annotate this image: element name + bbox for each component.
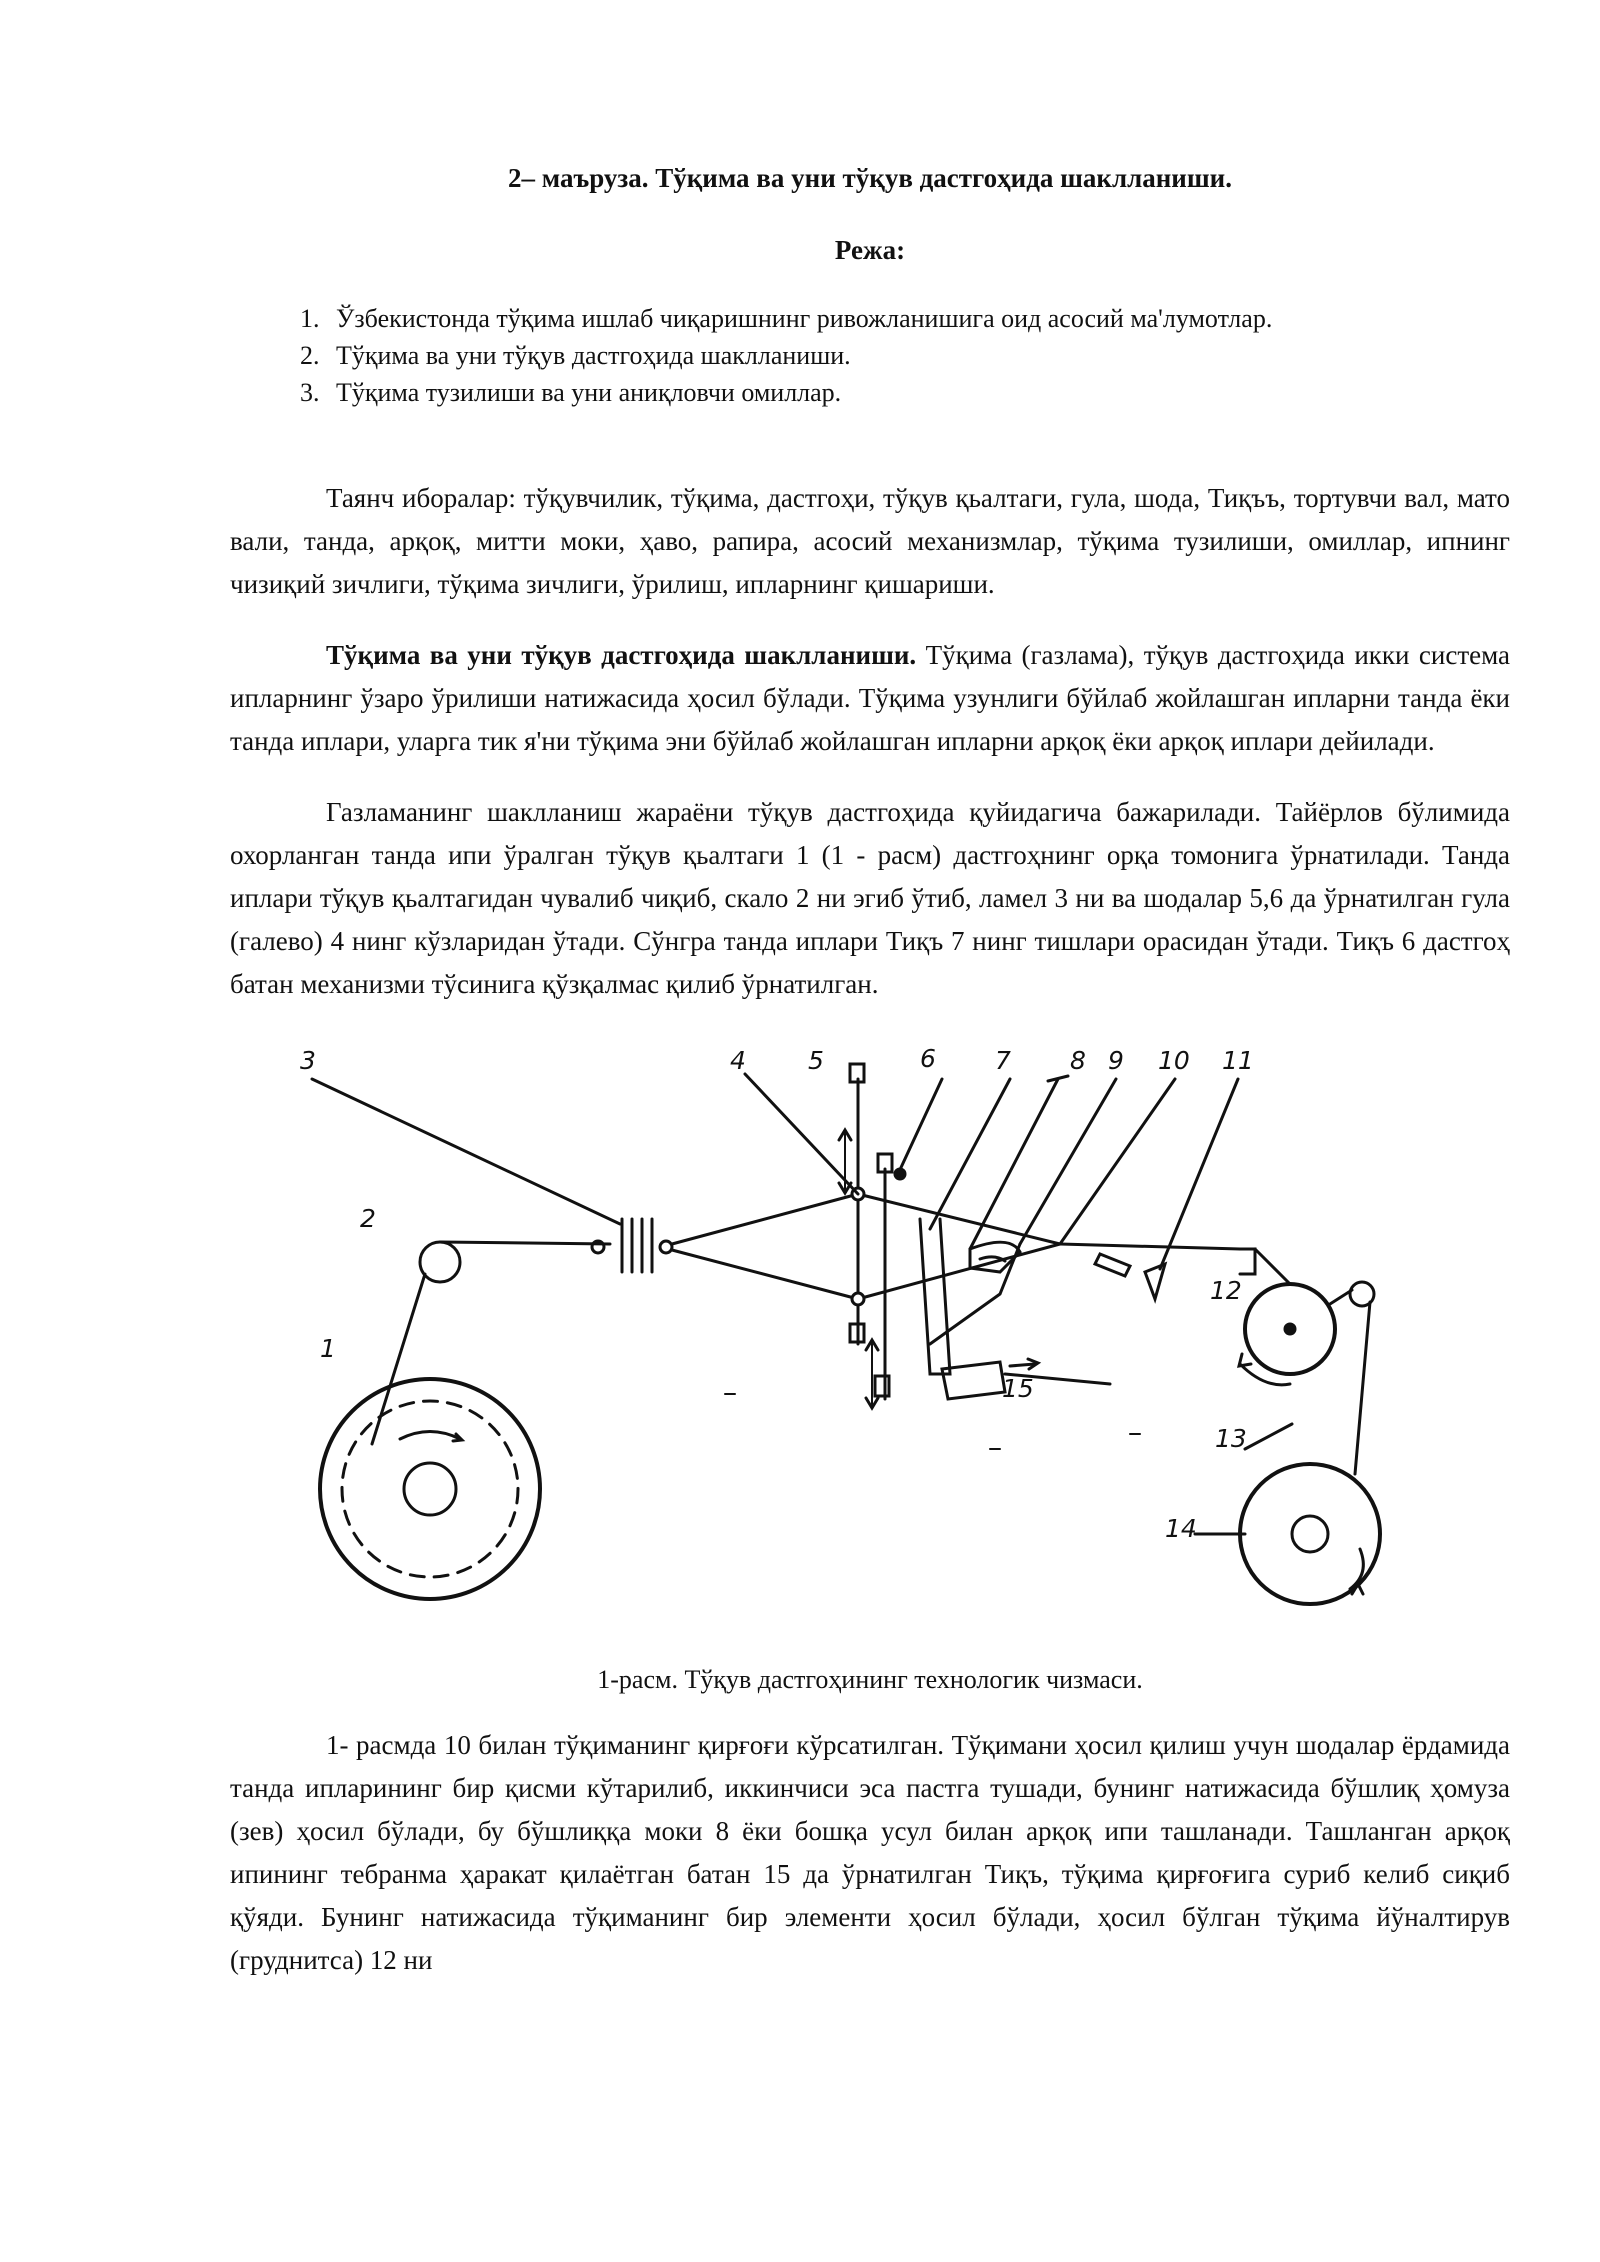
section-text: Тўқима (газлама), тўқув дастгоҳида икки система ипларнинг ўзаро ўрилиши натижасида ҳосил бўлади. Тўқима узунлиги бўйлаб жойлашган ипларни танда ёки танда иплари, уларга тик я'ни тўқима эни бўйлаб жойлашган ипларни арқоқ ёки арқоқ иплари дейилади. xyxy=(230,640,1510,756)
diagram-label: 15 xyxy=(1002,1374,1034,1403)
diagram-label: 13 xyxy=(1215,1424,1247,1453)
section-heading: Тўқима ва уни тўқув дастгоҳида шаклланиши. xyxy=(326,640,917,670)
final-paragraph: 1- расмда 10 билан тўқиманинг қирғоғи кўрсатилган. Тўқимани ҳосил қилиш учун шодалар ёрдамида танда ипларининг бир қисми кўтарилиб, иккинчиси эса пастга тушади, бунинг натижасида бўшлиқ ҳомуза (зев) ҳосил бўлади, бу бўшлиққа моки 8 ёки бошқа усул билан арқоқ ипи ташланади. Ташланган арқоқ ипининг тебранма ҳаракат қилаётган батан 15 да ўрнатилган Тиқъ, тўқима қирғоғига суриб келиб сиқиб қўяди. Бунинг натижасида тўқиманинг бир элементи ҳосил бўлади, ҳосил бўлган тўқима йўналтирув (груднитса) 12 ни xyxy=(230,1730,1510,1975)
plan-title: Режа: xyxy=(834,235,906,265)
diagram-label: 11 xyxy=(1222,1046,1254,1075)
diagram-label: 5 xyxy=(808,1046,824,1075)
diagram-label: 8 xyxy=(1070,1046,1086,1075)
lecture-title: 2– маъруза. Тўқима ва уни тўқув дастгоҳида шаклланиши. xyxy=(508,163,1232,193)
plan-item: 2. Тўқима ва уни тўқув дастгоҳида шаклланиши. xyxy=(326,337,1510,374)
diagram-label: 6 xyxy=(920,1044,936,1073)
diagram-label: 7 xyxy=(995,1046,1011,1075)
formation-paragraph: Газламанинг шаклланиш жараёни тўқув дастгоҳида қуйидагича бажарилади. Тайёрлов бўлимида охорланган танда ипи ўралган тўқув қьалтаги 1 (1 - расм) дастгоҳнинг орқа томонига ўрнатилади. Танда иплари тўқув қьалтагидан чувалиб чиқиб, скало 2 ни эгиб ўтиб, ламел 3 ни ва шодалар 5,6 да ўрнатилган гула (галево) 4 нинг кўзларидан ўтади. Сўнгра танда иплари Тиқъ 7 нинг тишлари орасидан ўтади. Тиқъ 6 дастгоҳ батан механизми тўсинига қўзқалмас қилиб ўрнатилган. xyxy=(230,797,1510,999)
diagram-label: 4 xyxy=(730,1046,746,1075)
keywords-paragraph: Таянч иборалар: тўқувчилик, тўқима, дастгоҳи, тўқув қьалтаги, гула, шода, Тиқъъ, тортувчи вал, мато вали, танда, арқоқ, митти моки, ҳаво, рапира, асосий механизмлар, тўқима тузилиши, омиллар, ипнинг чизиқий зичлиги, тўқима зичлиги, ўрилиш, ипларнинг қишариши. xyxy=(230,483,1510,599)
diagram-label: 10 xyxy=(1158,1046,1190,1075)
diagram-label: 12 xyxy=(1210,1276,1242,1305)
diagram-label: 14 xyxy=(1165,1514,1197,1543)
plan-item: 1. Ўзбекистонда тўқима ишлаб чиқаришнинг ривожланишига оид асосий ма'лумотлар. xyxy=(326,300,1510,337)
document-page xyxy=(230,160,1510,1982)
diagram-label: 9 xyxy=(1108,1046,1124,1075)
plan-item: 3. Тўқима тузилиши ва уни аниқловчи омиллар. xyxy=(326,374,1510,411)
loom-diagram xyxy=(230,1044,1510,1644)
loom-diagram-drawing xyxy=(230,1044,1510,1644)
plan-list xyxy=(230,300,1510,411)
diagram-label: 2 xyxy=(360,1204,376,1233)
figure-caption: 1-расм. Тўқув дастгоҳининг технологик чизмаси. xyxy=(597,1665,1143,1694)
diagram-label: 1 xyxy=(320,1334,336,1363)
section-paragraph xyxy=(230,634,1510,763)
diagram-label: 3 xyxy=(300,1046,316,1075)
